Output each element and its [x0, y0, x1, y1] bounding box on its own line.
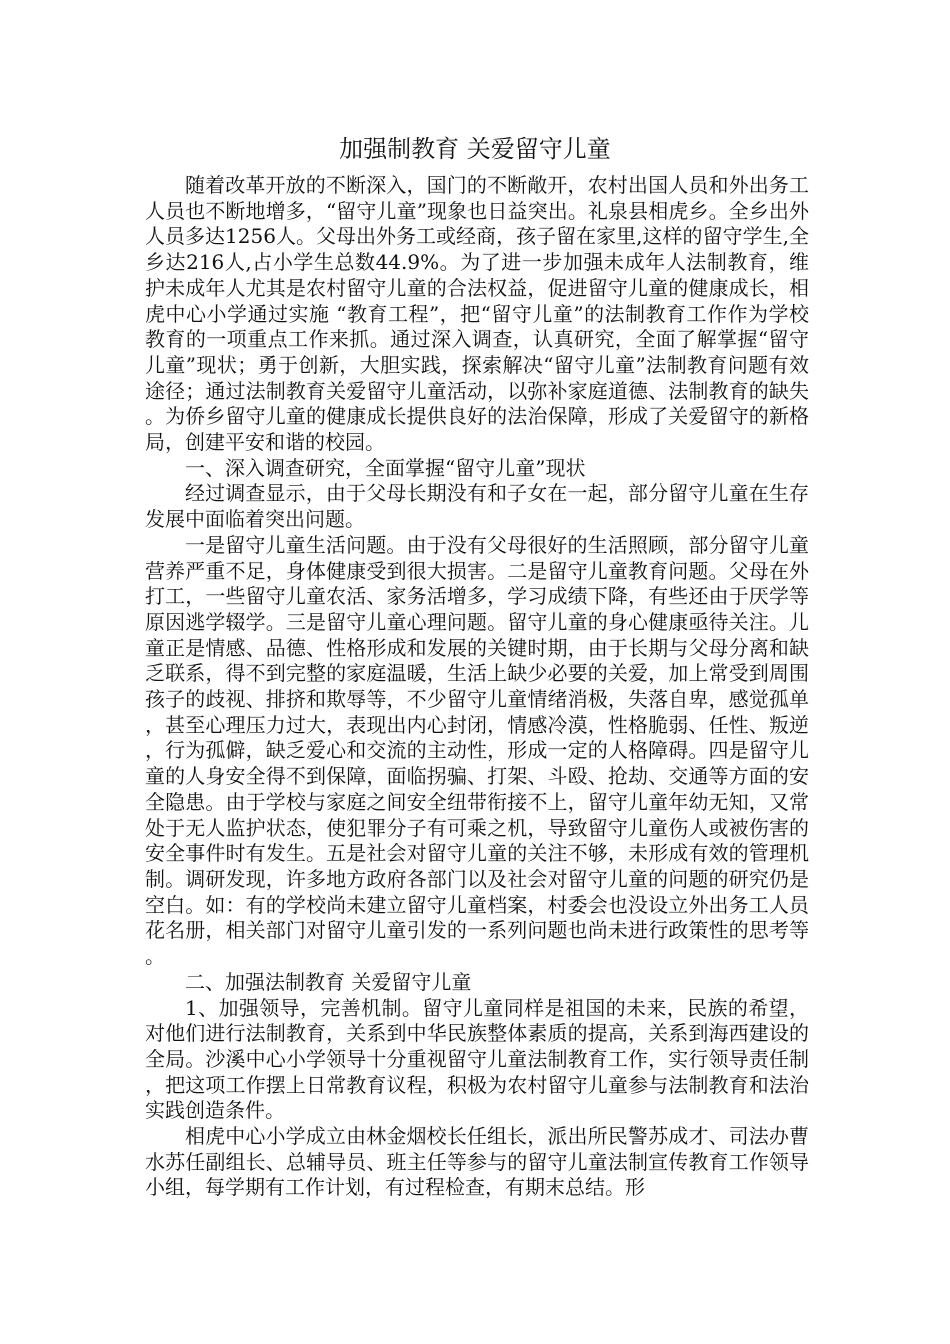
section-heading-2: 二、加强法制教育 关爱留守儿童: [185, 969, 472, 994]
section-heading-1: 一、深入调查研究，全面掌握“留守儿童”现状: [185, 455, 586, 480]
paragraph-working-group: 相虎中心小学成立由林金烟校长任组长，派出所民警苏成才、司法办曹水苏任副组长、总辅导员、班主任等参与的留守儿童法制宣传教育工作领导小组，每学期有工作计划，有过程检查，有期末总结。形: [145, 1124, 809, 1200]
document-title: 加强制教育 关爱留守儿童: [339, 135, 611, 163]
document-body: [145, 173, 809, 1201]
paragraph-survey: 经过调查显示，由于父母长期没有和子女在一起，部分留守儿童在生存发展中面临着突出问题。: [145, 481, 809, 532]
paragraph-intro: 随着改革开放的不断深入，国门的不断敞开，农村出国人员和外出务工人员也不断地增多，“留守儿童”现象也日益突出。礼泉县相虎乡。全乡出外人员多达1256人。父母出外务工或经商，孩子留在家里,这样的留守学生,全乡达216人,占小学生总数44.9%。为了进一步加强未成年人法制教育，维护未成年人尤其是农村留守儿童的合法权益，促进留守儿童的健康成长，相虎中心小学通过实施 “教育工程”，把“留守儿童”的法制教育工作作为学校教育的一项重点工作来抓。通过深入调查，认真研究，全面了解掌握“留守儿童”现状；勇于创新，大胆实践，探索解决“留守儿童”法制教育问题有效途径；通过法制教育关爱留守儿童活动，以弥补家庭道德、法制教育的缺失。为侨乡留守儿童的健康成长提供良好的法治保障，形成了关爱留守的新格局，创建平安和谐的校园。: [145, 173, 809, 455]
paragraph-leadership: 1、加强领导，完善机制。留守儿童同样是祖国的未来，民族的希望，对他们进行法制教育，关系到中华民族整体素质的提高，关系到海西建设的全局。沙溪中心小学领导十分重视留守儿童法制教育工作，实行领导责任制，把这项工作摆上日常教育议程，积极为农村留守儿童参与法制教育和法治实践创造条件。: [145, 995, 809, 1123]
paragraph-problems: 一是留守儿童生活问题。由于没有父母很好的生活照顾，部分留守儿童营养严重不足，身体健康受到很大损害。二是留守儿童教育问题。父母在外打工，一些留守儿童农活、家务活增多，学习成绩下降，有些还由于厌学等原因逃学辍学。三是留守儿童心理问题。留守儿童的身心健康亟待关注。儿童正是情感、品德、性格形成和发展的关键时期，由于长期与父母分离和缺乏联系，得不到完整的家庭温暖，生活上缺少必要的关爱，加上常受到周围孩子的歧视、排挤和欺辱等，不少留守儿童情绪消极，失落自卑，感觉孤单，甚至心理压力过大，表现出内心封闭，情感冷漠，性格脆弱、任性、叛逆，行为孤僻，缺乏爱心和交流的主动性，形成一定的人格障碍。四是留守儿童的人身安全得不到保障，面临拐骗、打架、斗殴、抢劫、交通等方面的安全隐患。由于学校与家庭之间安全纽带衔接不上，留守儿童年幼无知，又常处于无人监护状态，使犯罪分子有可乘之机，导致留守儿童伤人或被伤害的安全事件时有发生。五是社会对留守儿童的关注不够，未形成有效的管理机制。调研发现，许多地方政府各部门以及社会对留守儿童的问题的研究仍是空白。如：有的学校尚未建立留守儿童档案，村委会也没设立外出务工人员花名册，相关部门对留守儿童引发的一系列问题也尚未进行政策性的思考等。: [145, 532, 809, 969]
